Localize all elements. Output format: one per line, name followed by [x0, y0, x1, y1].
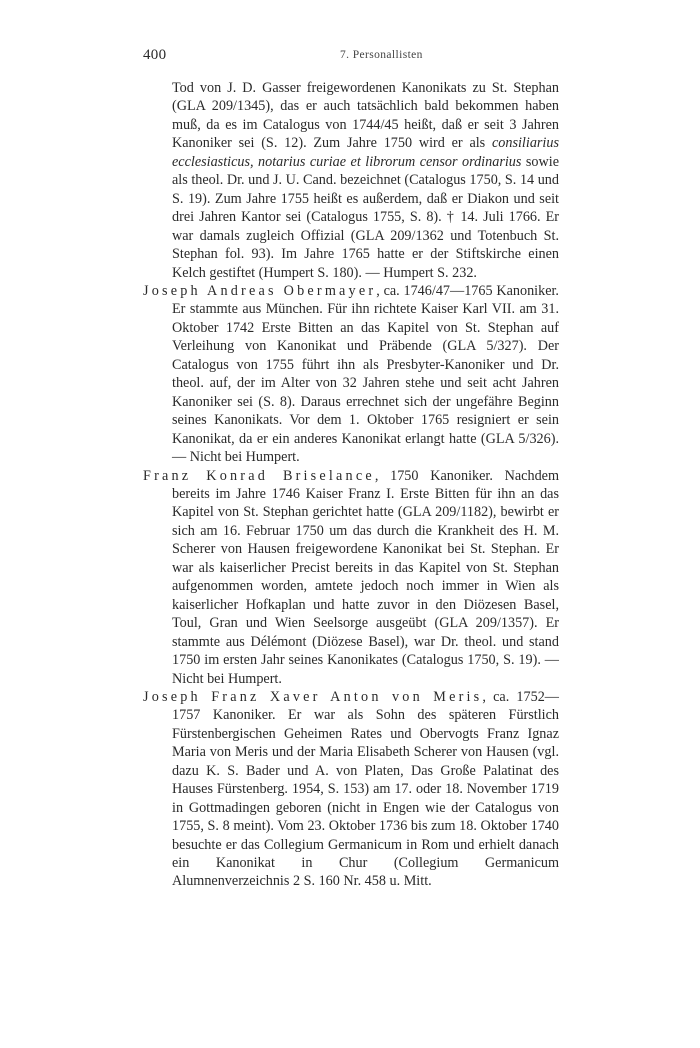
text-run: sowie als theol. Dr. und J. U. Cand. bezeichnet (Catalogus 1750, S. 14 und S. 19). Zum Jahre 1755 heißt es außerdem, daß er Diakon und seit drei Jahren Kantor sei (Catalogus 1755, S. 8). † 14. Juli 1766. Er war damals zugleich Offizial (GLA 209/1362 und Totenbuch St. Stephan fol. 93). Im Jahre 1765 hatte er der Stiftskirche einen Kelch gestiftet (Humpert S. 180). — Humpert S. 232.: [172, 153, 559, 281]
paragraph-continuation: [143, 79, 559, 282]
entry-text: , ca. 1752—1757 Kanoniker. Er war als Sohn des späteren Fürstlich Fürstenbergischen Geheimen Rates und Obervogts Franz Ignaz Maria von Meris und der Maria Elisabeth Scherer von Hausen (vgl. dazu K. S. Bader und A. von Platen, Das Große Palatinat des Hauses Fürstenberg. 1954, S. 153) am 17. oder 18. November 1719 in Gottmadingen geboren (nicht in Engen wie der Catalogus von 1755, S. 8 meint). Vom 23. Oktober 1736 bis zum 18. Oktober 1740 besuchte er das Collegium Germanicum in Rom und erhielt danach ein Kanonikat in Chur (Collegium Germanicum Alumnenverzeichnis 2 S. 160 Nr. 458 u. Mitt.: [172, 688, 559, 890]
person-name: Franz Konrad Briselance: [143, 467, 375, 484]
entry-text: , 1750 Kanoniker. Nachdem bereits im Jahre 1746 Kaiser Franz I. Erste Bitten für ihn an das Kapitel von St. Stephan gerichtet hatte (GLA 209/1182), bewirbt er sich am 16. Februar 1750 um das durch die Krankheit des H. M. Scherer von Hausen freigewordene Kanonikat bei St. Stephan. Er war als kaiserlicher Precist bereits in das Kapitel von St. Stephan aufgenommen worden, amtete jedoch noch immer in Wien als kaiserlicher Hofkaplan und hatte zuvor in den Diözesen Basel, Toul, Gran und Wien Seelsorge ausgeübt (GLA 209/1357). Er stammte aus Délémont (Diözese Basel), war Dr. theol. und stand 1750 im ersten Jahr seines Kanonikates (Catalogus 1750, S. 19). — Nicht bei Humpert.: [172, 467, 559, 687]
text-run: Tod von J. D. Gasser freigewordenen Kanonikats zu St. Stephan (GLA 209/1345), das er auch tatsächlich bald bekommen haben muß, da es im Catalogus von 1744/45 heißt, daß er seit 3 Jahren Kanoniker sei (S. 12). Zum Jahre 1750 wird er als: [172, 80, 559, 152]
entry-obermayer: [143, 282, 559, 467]
italic-term: consiliarius ecclesiasticus, notarius curiae et librorum censor ordinarius: [172, 135, 559, 170]
body-text: [143, 79, 559, 891]
page-number: 400: [143, 47, 167, 63]
person-name: Joseph Andreas Obermayer: [143, 282, 377, 299]
entry-text: , ca. 1746/47—1765 Kanoniker. Er stammte aus München. Für ihn richtete Kaiser Karl VII. am 31. Oktober 1742 Erste Bitten an das Kapitel von St. Stephan auf Verleihung von Kanonikat und Präbende (GLA 5/327). Der Catalogus von 1755 führt ihn als Presbyter-Kanoniker und Dr. theol. auf, der im Alter von 32 Jahren stehe und seit acht Jahren Kanoniker sei (S. 8). Daraus errechnet sich der ungefähre Beginn seines Kanonikats. Vor dem 1. Oktober 1765 resigniert er sein Kanonikat, da er ein anderes Kanonikat erlangt hatte (GLA 5/326). — Nicht bei Humpert.: [172, 282, 559, 466]
entry-briselance: [143, 467, 559, 688]
entry-meris: [143, 688, 559, 891]
person-name: Joseph Franz Xaver Anton von Meris: [143, 688, 483, 705]
running-head: 7. Personallisten: [340, 49, 423, 61]
